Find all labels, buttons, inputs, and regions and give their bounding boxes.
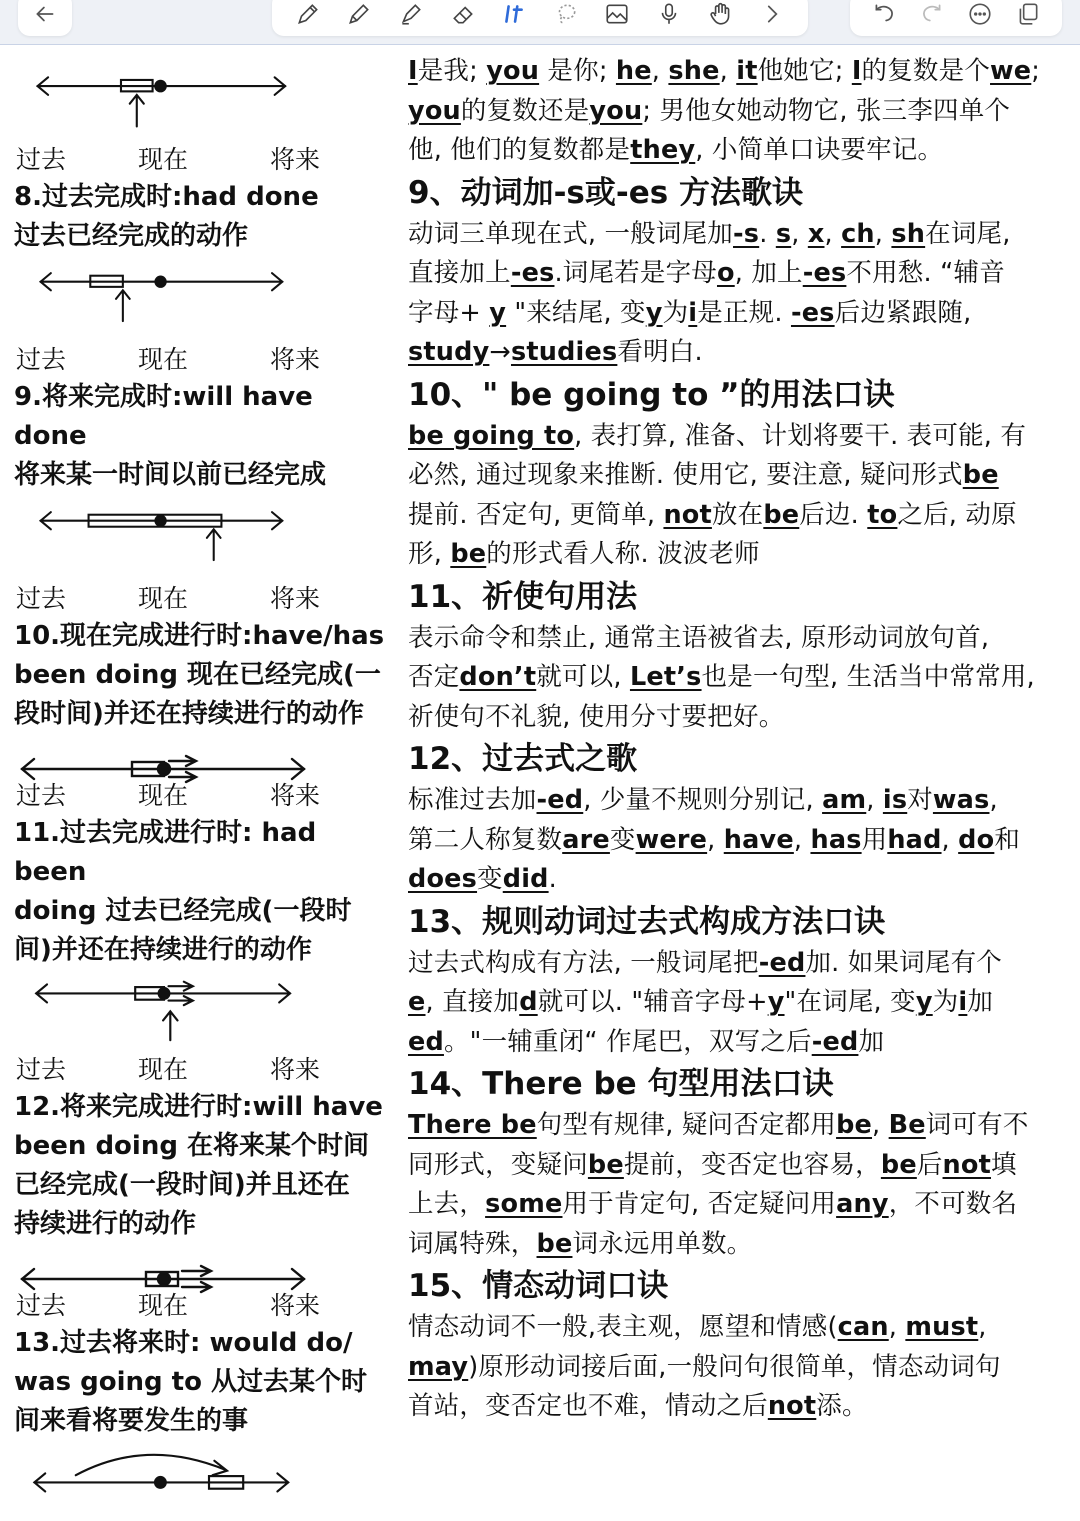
timeline-reference-arrow — [116, 290, 130, 321]
underlined-keyword: ed — [408, 1026, 444, 1057]
section-11-title: 11、祈使句用法 — [408, 578, 638, 615]
underlined-keyword: must — [905, 1312, 979, 1342]
timeline-diagram-present-perfect-continuous — [14, 734, 314, 776]
text-line: 情态动词不一般,表主观，愿望和情感(can, must, — [408, 1312, 987, 1342]
timeline-diagram-past-perfect-continuous — [14, 970, 314, 1050]
pronoun-rhyme-paragraph — [408, 52, 1074, 171]
tense-10-line-1: 10.现在完成进行时:have/has — [14, 621, 385, 651]
timeline-diagram-past-perfect — [14, 256, 314, 340]
tense-12-line-3: 已经完成(一段时间)并且还在 — [14, 1170, 350, 1200]
timeline-now-dot — [155, 277, 165, 287]
underlined-keyword: not — [767, 1391, 817, 1421]
underlined-keyword: does — [408, 864, 478, 894]
label-past: 过去 — [16, 781, 67, 810]
label-past: 过去 — [16, 1055, 67, 1084]
timeline-labels — [14, 1286, 334, 1324]
label-past: 过去 — [16, 145, 67, 174]
image-icon[interactable] — [601, 0, 633, 30]
underlined-keyword: be — [880, 1149, 917, 1180]
toolbar-left-group — [18, 0, 72, 36]
underlined-keyword: -ed — [758, 947, 806, 978]
text-line: 字母+ y "来结尾, 变y为i是正规. -es后边紧跟随, — [408, 297, 972, 328]
underlined-keyword: have — [723, 824, 794, 855]
text-line: 他, 他们的复数都是they, 小简单口诀要牢记。 — [408, 135, 944, 165]
timeline-reference-arrow — [163, 1011, 177, 1040]
underlined-keyword: -es — [510, 258, 555, 288]
underlined-keyword: any — [836, 1189, 889, 1219]
timeline-labels — [14, 340, 334, 378]
underlined-keyword: are — [562, 824, 610, 855]
section-10-title: 10、" be going to ”的用法口诀 — [408, 376, 895, 413]
underlined-keyword: I — [851, 56, 862, 86]
underlined-keyword: don’t — [459, 662, 537, 692]
tense-12-line-4: 持续进行的动作 — [14, 1209, 197, 1239]
text-line: does变did. — [408, 864, 557, 894]
underlined-keyword: -ed — [536, 785, 584, 815]
underlined-keyword: some — [485, 1189, 563, 1219]
chevron-right-icon[interactable] — [756, 0, 788, 30]
tense-11-line-2: doing 过去已经完成(一段时 — [14, 896, 352, 926]
label-future: 将来 — [270, 1291, 321, 1320]
rhymes-column — [408, 52, 1074, 1427]
underlined-keyword: they — [630, 135, 696, 165]
undo-icon[interactable] — [868, 0, 900, 30]
tense-12-line-2: been doing 在将来某个时间 — [14, 1131, 369, 1161]
underlined-keyword: not — [942, 1149, 991, 1180]
underlined-keyword: -es — [802, 258, 847, 288]
timeline-diagram — [14, 58, 314, 140]
section-13-title: 13、规则动词过去式构成方法口诀 — [408, 903, 886, 940]
tense-10-line-2: been doing 现在已经完成(一 — [14, 660, 381, 690]
timeline-now-dot — [155, 81, 166, 92]
tense-9-title: 9.将来完成时:will have done — [14, 382, 313, 451]
underlined-keyword: y — [767, 987, 785, 1017]
hand-icon[interactable] — [705, 0, 737, 30]
text-line: ed。"一辅重闭“ 作尾巴，双写之后-ed加 — [408, 1026, 885, 1057]
underlined-keyword: you — [408, 95, 461, 126]
underlined-keyword: be — [587, 1149, 624, 1180]
underlined-keyword: Let’s — [629, 662, 702, 692]
timeline-diagram-future-perfect — [14, 495, 314, 579]
label-past: 过去 — [16, 345, 67, 374]
text-line: 必然, 通过现象来推断. 使用它, 要注意, 疑问形式be — [408, 460, 999, 490]
underlined-keyword: y — [645, 297, 663, 328]
back-arrow-icon[interactable] — [29, 0, 61, 30]
label-past: 过去 — [16, 584, 67, 613]
underlined-keyword: study — [408, 337, 490, 367]
label-now: 现在 — [138, 145, 189, 174]
pencil-icon[interactable] — [343, 0, 375, 30]
timeline-reference-arrow — [207, 529, 221, 560]
underlined-keyword: am — [822, 785, 867, 815]
text-line: There be句型有规律, 疑问否定都用be, Be词可有不 — [408, 1110, 1029, 1140]
underlined-keyword: she — [668, 56, 720, 86]
underlined-keyword: I — [408, 56, 418, 86]
text-line: 过去式构成有方法, 一般词尾把-ed加. 如果词尾有个 — [408, 947, 1002, 978]
underlined-keyword: may — [408, 1351, 469, 1382]
underlined-keyword: were — [635, 824, 708, 855]
underlined-keyword: y — [915, 987, 933, 1017]
text-line: 表示命令和禁止, 通常主语被省去, 原形动词放句首, — [408, 622, 990, 653]
eraser-icon[interactable] — [447, 0, 479, 30]
timeline-diagram-future-perfect-continuous — [14, 1244, 314, 1286]
underlined-keyword: you — [589, 95, 643, 126]
label-now: 现在 — [138, 781, 189, 810]
section-14-title: 14、There be 句型用法口诀 — [408, 1066, 834, 1102]
label-past: 过去 — [16, 1291, 67, 1320]
tense-10-line-3: 段时间)并还在持续进行的动作 — [14, 699, 364, 729]
underlined-keyword: had — [887, 824, 942, 855]
text-line: 同形式，变疑问be提前，变否定也容易，be后not填 — [408, 1149, 1017, 1180]
tense-13-line-2: was going to 从过去某个时 — [14, 1367, 367, 1397]
underlined-keyword: o — [716, 258, 735, 288]
section-15-title: 15、情态动词口诀 — [408, 1268, 669, 1304]
text-line: 词属特殊，be词永远用单数。 — [408, 1228, 753, 1259]
underlined-keyword: not — [663, 499, 712, 530]
text-line: e, 直接加d就可以. "辅音字母+y"在词尾, 变y为i加 — [408, 987, 994, 1017]
text-tool-icon[interactable] — [498, 0, 530, 30]
section-11-paragraph — [408, 619, 1074, 738]
underlined-keyword: -es — [790, 297, 835, 328]
label-future: 将来 — [270, 345, 321, 374]
label-now: 现在 — [138, 345, 189, 374]
label-now: 现在 — [138, 584, 189, 613]
label-future: 将来 — [270, 145, 321, 174]
timeline-labels — [14, 140, 334, 178]
top-toolbar — [0, 0, 1080, 45]
section-12-title: 12、过去式之歌 — [408, 741, 638, 777]
underlined-keyword: be going to — [408, 420, 575, 451]
underlined-keyword: There be — [408, 1110, 537, 1140]
tense-11-line-3: 间)并还在持续进行的动作 — [14, 935, 312, 965]
underlined-keyword: ch — [841, 218, 875, 249]
underlined-keyword: sh — [891, 218, 926, 249]
text-line: 祈使句不礼貌, 使用分寸要把好。 — [408, 701, 785, 732]
underlined-keyword: be — [763, 499, 800, 530]
underlined-keyword: be — [836, 1110, 873, 1140]
timeline-curved-arrow — [76, 1455, 227, 1475]
text-line: 否定don’t就可以, Let’s也是一句型, 生活当中常常用, — [408, 662, 1035, 692]
text-line: 动词三单现在式, 一般词尾加-s. s, x, ch, sh在词尾, — [408, 218, 1011, 249]
text-line: be going to, 表打算, 准备、计划将要干. 表可能, 有 — [408, 420, 1027, 451]
underlined-keyword: he — [615, 56, 652, 86]
underlined-keyword: studies — [510, 337, 618, 367]
section-13-paragraph — [408, 944, 1074, 1063]
more-icon[interactable] — [964, 0, 996, 30]
underlined-keyword: Be — [888, 1110, 926, 1140]
text-line: 提前. 否定句, 更简单, not放在be后边. to之后, 动原 — [408, 499, 1017, 530]
timeline-now-dot — [155, 1477, 166, 1488]
text-line: 第二人称复数are变were, have, has用had, do和 — [408, 824, 1021, 855]
text-line: 形, be的形式看人称. 波波老师 — [408, 539, 760, 569]
timeline-now-dot — [159, 988, 170, 999]
section-12-paragraph — [408, 781, 1074, 900]
underlined-keyword: y — [489, 297, 507, 328]
toolbar-tools-group — [272, 0, 808, 36]
redo-icon[interactable] — [916, 0, 948, 30]
text-line: may)原形动词接后面,一般问句很简单，情态动词句 — [408, 1351, 1001, 1382]
timeline-now-dot — [158, 763, 170, 775]
timeline-now-dot — [158, 1273, 170, 1285]
underlined-keyword: be — [450, 539, 487, 569]
section-15-paragraph — [408, 1308, 1074, 1427]
copy-icon[interactable] — [1012, 0, 1044, 30]
section-9-title: 9、动词加-s或-es 方法歌诀 — [408, 174, 804, 211]
tense-12-line-1: 12.将来完成进行时:will have — [14, 1092, 383, 1122]
section-10-paragraph — [408, 417, 1074, 575]
underlined-keyword: has — [810, 824, 862, 855]
label-future: 将来 — [270, 584, 321, 613]
underlined-keyword: can — [837, 1312, 889, 1342]
label-future: 将来 — [270, 781, 321, 810]
timeline-now-dot — [155, 516, 165, 526]
underlined-keyword: be — [536, 1228, 573, 1259]
pen-icon[interactable] — [292, 0, 324, 30]
highlighter-icon[interactable] — [395, 0, 427, 30]
timeline-reference-arrow — [130, 95, 144, 127]
label-now: 现在 — [138, 1055, 189, 1084]
underlined-keyword: did — [502, 864, 549, 894]
underlined-keyword: i — [958, 987, 968, 1017]
underlined-keyword: i — [688, 297, 698, 328]
timeline-diagram-past-future — [14, 1441, 314, 1521]
timeline-labels — [14, 579, 334, 617]
underlined-keyword: you — [486, 56, 540, 86]
underlined-keyword: e — [408, 987, 426, 1017]
tense-8-title: 8.过去完成时:had done — [14, 182, 319, 212]
text-line: 首站，变否定也不难，情动之后not添。 — [408, 1391, 868, 1421]
text-line: I是我; you 是你; he, she, it他她它; I的复数是个we; — [408, 56, 1041, 86]
underlined-keyword: -s — [733, 218, 760, 249]
tense-diagrams-column — [14, 58, 394, 1521]
timeline-labels — [14, 776, 334, 814]
underlined-keyword: we — [990, 56, 1032, 86]
microphone-icon[interactable] — [653, 0, 685, 30]
tense-8-desc: 过去已经完成的动作 — [14, 221, 249, 251]
tense-9-desc: 将来某一时间以前已经完成 — [14, 460, 327, 490]
tense-13-line-1: 13.过去将来时: would do/ — [14, 1328, 353, 1358]
underlined-keyword: be — [962, 460, 999, 490]
section-14-paragraph — [408, 1106, 1074, 1264]
underlined-keyword: to — [867, 499, 898, 530]
timeline-labels — [14, 1050, 334, 1088]
lasso-icon[interactable] — [550, 0, 582, 30]
text-line: you的复数还是you; 男他女她动物它, 张三李四单个 — [408, 95, 1011, 126]
text-line: study→studies看明白. — [408, 337, 703, 367]
label-future: 将来 — [270, 1055, 321, 1084]
toolbar-right-group — [850, 0, 1062, 36]
text-line: 标准过去加-ed, 少量不规则分别记, am, is对was, — [408, 785, 998, 815]
underlined-keyword: it — [736, 56, 758, 86]
underlined-keyword: x — [807, 218, 825, 249]
underlined-keyword: is — [882, 785, 908, 815]
underlined-keyword: -ed — [811, 1026, 859, 1057]
text-line: 上去，some用于肯定句, 否定疑问用any，不可数名 — [408, 1189, 1018, 1219]
underlined-keyword: s — [775, 218, 792, 249]
underlined-keyword: do — [958, 824, 995, 855]
section-9-paragraph — [408, 215, 1074, 373]
tense-13-line-3: 间来看将要发生的事 — [14, 1406, 249, 1436]
text-line: 直接加上-es.词尾若是字母o, 加上-es不用愁. “辅音 — [408, 258, 1005, 288]
label-now: 现在 — [138, 1291, 189, 1320]
tense-11-line-1: 11.过去完成进行时: had been — [14, 818, 317, 887]
underlined-keyword: was — [932, 785, 990, 815]
underlined-keyword: d — [519, 987, 538, 1017]
